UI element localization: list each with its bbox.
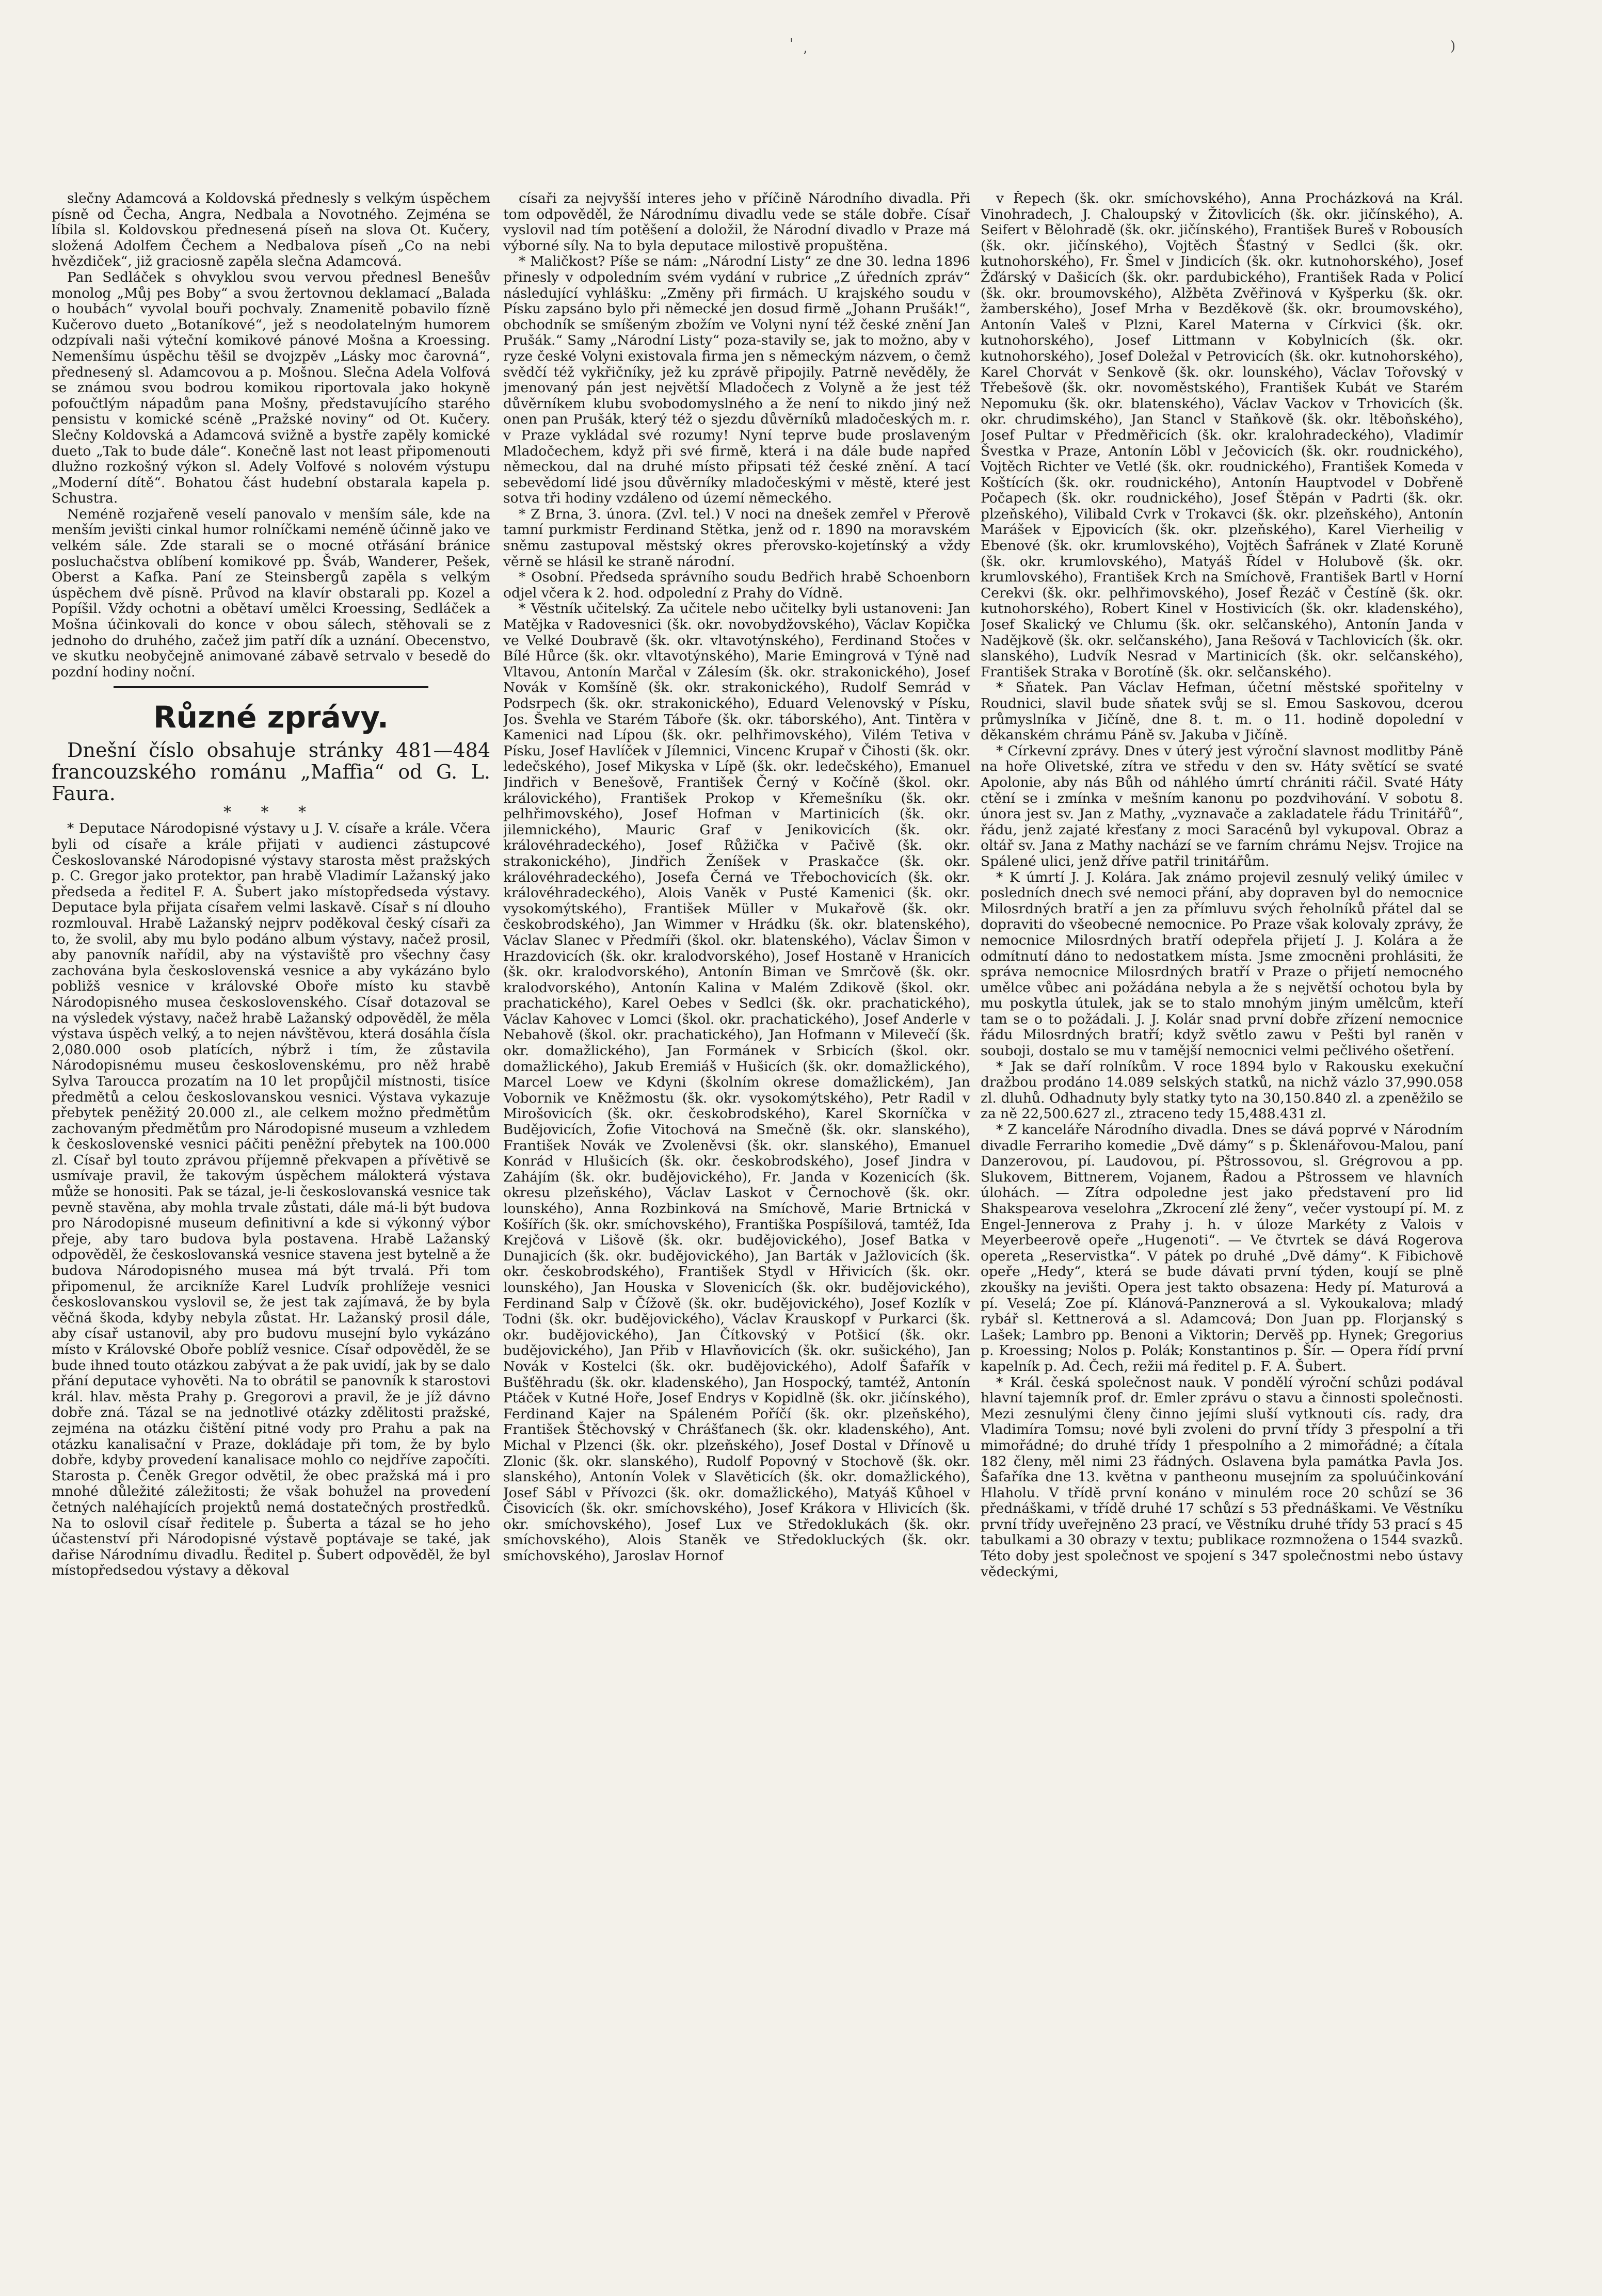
column-2	[503, 191, 970, 2275]
article-concert-report-small-hall: Neméně rozjařeně veselí panovalo v menším sále, kde na menším jevišti cinkal humor rolníčkami neméně účinně jako ve velkém sále. Zde starali se o mocné otřásání bránice posluchačstva oblíbení komikové pp. Šváb, Wanderer, Pešek, Oberst a Kafka. Paní ze Steinsbergů zapěla s velkým úspěchem dvě písně. Průvod na klavír obstarali pp. Kozel a Popíšil. Vždy ochotni a obětaví umělci Kroessing, Sedláček a Mošna účinkovali do konce v obou sálech, stěhovali se z jednoho do druhého, začež jim patří dík a uznání. Obecenstvo, ve skutku neobyčejně animované zábavě setrvalo v besedě do pozdní hodiny noční.	[52, 506, 490, 680]
article-rolnici: * Jak se daří rolníkům. V roce 1894 bylo v Rakousku exekuční dražbou prodáno 14.089 selských statků, na nichž vázlo 37,990.058 zl. dluhů. Odhadnuty byly statky tyto na 30,150.840 zl. a zpeněžilo se za ně 22,500.627 zl., ztraceno tedy 15,488.431 zl.	[981, 1058, 1463, 1122]
article-snatek: * Sňatek. Pan Václav Hefman, účetní městské spořitelny v Roudnici, slavil bude sňatek svůj se sl. Emou Saskovou, dcerou průmyslníka v Jičíně, dne 8. t. m. o 11. hodině dopolední v děkanském chrámu Páně sv. Jakuba v Jičíně.	[981, 680, 1463, 743]
article-narodni-divadlo: * Z kanceláře Národního divadla. Dnes se dává poprvé v Národním divadle Ferrariho komedie „Dvě dámy“ s p. Šklenářovou-Malou, paní Danzerovou, pí. Laudovou, pí. Pštrossovou, sl. Grégrovou a pp. Slukovem, Bittnerem, Vojanem, Řadou a Pštrossem ve hlavních úlohách. — Zítra odpoledne jest jako představení pro lid Shakspearova veselohra „Zkrocení zlé ženy“, večer vystoupí pí. M. z Engel-Jennerova z Prahy j. h. v úloze Markéty z Valois v Meyerbeerově opeře „Hugenoti“. — Ve čtvrtek se dává Rogerova opereta „Reservistka“. V pátek po druhé „Dvě dámy“. K Fibichově opeře „Hedy“, která se bude dávati první týden, koují se plně zkoušky na jevišti. Opera jest takto obsazena: Hedy pí. Maturová a pí. Veselá; Zoe pí. Klánová-Panznerová a sl. Vykoukalova; mladý rybář sl. Kettnerová a sl. Adamcová; Don Juan pp. Florjanský s Lašek; Lambro pp. Benoni a Viktorin; Dervěš pp. Hynek; Gregorius p. Kroessing; Nolos p. Polák; Konstantinos p. Šír. — Opera řídí první kapelník p. Ad. Čech, režii má ředitel p. F. A. Šubert.	[981, 1122, 1463, 1375]
article-z-brna: * Z Brna, 3. února. (Zvl. tel.) V noci na dnešek zemřel v Přerově tamní purkmistr Ferdinand Stětka, jenž od r. 1890 na moravském sněmu zastupoval městský okres přerovsko-kojetínský a vždy věrně se hlásil ke straně národní.	[503, 506, 970, 570]
article-cirkevni-zpravy: * Církevní zprávy. Dnes v úterý jest výroční slavnost modlitby Páně na hoře Olivetské, zítra ve středu v den sv. Háty světící se svaté Apolonie, aby nás Bůh od náhlého úmrtí chrániti ráčil. Svaté Háty ctění se i zmínka v mešním kanonu po pozdvihování. V sobotu 8. února jest sv. Jan z Mathy, „vyznavače a zakladatele řádu Trinitářů“, řádu, jenž zajaté křesťany z moci Saracénů byl vykupoval. Obraz a oltář sv. Jana z Mathy nachází se ve farním chrámu Nejsv. Trojice na Spálené ulici, jenž dříve patřil trinitářům.	[981, 742, 1463, 869]
lead-notice-maffia: Dnešní číslo obsahuje stránky 481—484 francouzského románu „Maffia“ od G. L. Faura.	[52, 739, 490, 805]
column-1	[52, 191, 490, 2275]
article-concert-report: slečny Adamcová a Koldovská přednesly s velkým úspěchem písně od Čecha, Angra, Nedbala a Novotného. Zejména se líbila sl. Koldovskou přednesená píseň na slova Ot. Kučery, složená Adolfem Čechem a Nedbalova píseň „Co na nebi hvězdiček“, již graciosně zapěla slečna Adamcová.	[52, 191, 490, 270]
article-deputation-cont: císaři za nejvyšší interes jeho v příčině Národního divadla. Při tom odpověděl, že Národnímu divadlu vede se stále dobře. Císař vyslovil nad tím potěšení a doložil, že Národní divadlo v Praze má výborné síly. Na to byla deputace milostivě propuštěna.	[503, 191, 970, 254]
page-mark-top-right: )	[1450, 39, 1456, 54]
article-vestnik-ucitelsky-cont: v Řepech (šk. okr. smíchovského), Anna Procházková na Král. Vinohradech, J. Chaloupský v Žitovlicích (šk. okr. jičínského), A. Seifert v Bělohradě (šk. okr. jičínského), František Bureš v Robousích (šk. okr. jičínského), Vojtěch Šťastný v Sedlci (šk. okr. kutnohorského), Fr. Šmel v Jindicích (šk. okr. kutnohorského), Josef Žďárský v Dašicích (šk. okr. pardubického), František Rada v Policí (šk. okr. broumovského), Alžběta Zvěřinová v Kyšperku (šk. okr. žamberského), Josef Mrha v Bezděkově (šk. okr. broumovského), Antonín Valeš v Plzni, Karel Materna v Církvici (šk. okr. kutnohorského), Josef Littmann v Kobylnicích (šk. okr. kutnohorského), Josef Doležal v Petrovicích (šk. okr. kutnohorského), Karel Chorvát v Senkově (šk. okr. lounského), Václav Tořovský v Třebešově (šk. okr. novoměstského), František Kubát ve Starém Nepomuku (šk. okr. blatenského), Václav Vackov v Trhovicích (šk. okr. chrudimského), Jan Stancl v Staňkově (šk. okr. ltěboňského), Josef Pultar v Předměřicích (šk. okr. kralohradeckého), Vladimír Švestka v Praze, Antonín Löbl v Ječovicích (šk. okr. roudnického), Vojtěch Richter ve Vetlé (šk. okr. roudnického), František Komeda v Koštících (šk. okr. roudnického), Antonín Hauptvodel v Dobřeně Počapech (šk. okr. roudnického), Josef Štěpán v Padrti (šk. okr. plzeňského), Vilibald Cvrk v Trokavci (šk. okr. plzeňského), Antonín Marášek v Ejpovicích (šk. okr. plzeňského), Karel Vierheilig v Ebenové (šk. okr. krumlovského), Vojtěch Šafránek v Zlaté Koruně (šk. okr. krumlovského), Matyáš Řídel v Holubově (šk. okr. krumlovského), František Krch na Smíchově, František Bartl v Horní Cerekvi (šk. okr. pelhřimovského), Josef Řezáč v Čestíně (šk. okr. kutnohorského), Robert Kinel v Hostivicích (šk. okr. kladenského), Josef Skalický ve Chlumu (šk. okr. selčanského), Antonín Janda v Nadějkově (šk. okr. selčanského), Jana Rešová v Tachlovicích (šk. okr. slanského), Ludvík Nesrad v Martinicích (šk. okr. selčanského), František Straka v Borotíně (šk. okr. selčanského).	[981, 191, 1463, 680]
column-3	[981, 191, 1463, 2275]
section-divider	[114, 686, 428, 688]
article-malickost: * Maličkost? Píše se nám: „Národní Listy“ ze dne 30. ledna 1896 přinesly v odpoledním svém vydání v rubrice „Z úředních zpráv“ následující vyhlášku: „Změny při firmách. U krajského soudu v Písku zapsáno bylo při německé jen dosud firmě „Johann Prušák!“, obchodník se smíšeným zbožím ve Volyni nyní též české znění Jan Prušák.“ Samy „Národní Listy“ poza-stavily se, jak to možno, aby v ryze české Volyni existovala firma jen s německým názvem, o čemž svědčí též vykřičníky, jež ku zprávě připojily. Patrně nevěděly, že jmenovaný pán jest největší Mladočech z Volyně a že jest též důvěrníkem klubu svobodomyslného a že není to nikdo jiný než onen pan Prušák, který též o sjezdu důvěrníků mladočeských m. r. v Praze vykládal své rozumy! Nyní teprve bude proslaveným Mladočechem, když při své firmě, která i na dále bude napřed německou, dal na druhé místo připsati též české znění. A tací sebevědomí lidé jsou důvěrníky mladočeskými v městě, které jest sotva tři hodiny vzdáleno od území německého.	[503, 253, 970, 507]
article-deputation: * Deputace Národopisné výstavy u J. V. císaře a krále. Včera byli od císaře a krále přijati v audienci zástupcové Českoslovanské Národopisné výstavy starosta měst pražských p. C. Gregor jako protektor, pan hrabě Vladimír Lažanský jako předseda a ředitel F. A. Šubert jako místopředseda výstavy. Deputace byla přijata císařem velmi laskavě. Císař s ní dlouho rozmlouval. Hrabě Lažanský nejprv poděkoval český císaři za to, že svolil, aby mu bylo podáno album výstavy, načež prosil, aby panovník nařídil, aby na výstaviště pro všechny časy zachována byla československá vesnice a aby vykázáno bylo pobližš vesnice v královské Oboře místo ku stavbě Národopisného musea československého. Císař dotazoval se na výsledek výstavy, načež hrabě Lažanský odpověděl, že měla výstava úspěch velký, a to nejen návštěvou, která dosáhla čísla 2,080.000 osob platících, nýbrž i tím, že zůstavila Národopisnému museu československému, pro něž hrabě Sylva Tarouccа prozatím na 10 let propůjčil místnosti, tisíce předmětů a celou českoslovanskou vesnici. Výstava vykazuje přebytek peněžitý 20.000 zl., ale celkem možno předmětům zachovaným předmětům pro Národopisné museum a vzhledem k československé vesnici páčiti peněžní přebytek na 100.000 zl. Císař byl touto zprávou příjemně překvapen a přívětivě se usmívaje pravil, že takovým úspěchem málokterá výstava může se honositi. Pak se tázal, je-li českoslovanská vesnice tak pevně stavěna, aby mohla trvale zůstati, dále má-li být budova pro Národopisné museum definitivní a kde si výkonný výbor přeje, aby taro budova byla postavena. Hrabě Lažanský odpověděl, že českoslovanská vesnice stavena jest bytelně a že budova Národopisného musea má být trvalá. Při tom připomenul, že arcikníže Karel Ludvík prohlížeje vesnici českoslovanskou vyslovil se, že jest tak zajímavá, že by byla věčná škoda, kdyby nebyla zůstat. Hr. Lažanský prosil dále, aby císař ustanovil, aby pro budovu musejní bylo vykázáno místo v Královské Oboře poblíž vesnice. Císař odpověděl, že se bude ihned touto otázkou zabývat a že pak uvidí, jak by se dalo přání deputace vyhověti. Na to obrátil se panovník k starostovi král. hlav. města Prahy p. Gregorovi a pravil, že je jíž dávno dobře zná. Tázal se na jednotlivé otázky zdělitosti pražské, zejména na otázku čištění pitné vody pro Prahu a pak na otázku kanalisační v Praze, dokládaje při tom, že by bylo dobře, kdyby provedení kanalisace mohlo co nejdříve započíti. Starosta p. Čeněk Gregor odvětil, že obec pražská má i pro mnohé důležité záležitosti; že však bohužel na provedení četných naléhajících projektů nemá dostatečných prostředků. Na to oslovil císař ředitele p. Šuberta a tázal se ho jeho účastenství při Národopisné výstavě poptávaje se také, jak dařise Národnímu divadlu. Ředitel p. Šubert odpověděl, že byl místopředsedou výstavy a děkoval	[52, 820, 490, 1579]
article-umrti-kolara: * K úmrtí J. J. Kolára. Jak známo projevil zesnulý veliký úmilec v posledních dnech své nemoci přání, aby dopraven byl do nemocnice Milosrdných bratří a jen za přímluvu svých řeholníků přátel dal se dopraviti do všeobecné nemocnice. Po Praze však kolovaly zprávy, že nemocnice Milosrdných bratří odepřela přijetí J. J. Kolára a že odmítnutí dáno to nedostatkem místa. Jsme zmocněni prohlásiti, že správa nemocnice Milosrdných bratří v Praze o přijetí nemocného umělce vůbec ani požádána nebyla a že s největší ochotou byla by mu poskytla útulek, jak se to stalo mnohým jiným umělcům, kteří tam se o to požádali. J. J. Kolár snad první dobře zřízení nemocnice řádu Milosrdných bratří; když světlo zawu v Pešti byl raněn v souboji, dostalo se mu v tamější nemocnici velmi pečlivého ošetření.	[981, 869, 1463, 1059]
article-spolecnost-nauk: * Král. česká společnost nauk. V pondělí výroční schůzi podával hlavní tajemník prof. dr. Emler zprávu o stavu a činnosti společnosti. Mezi zesnulými členy činno jejími sluší vytknouti cís. rady, dra Vladimíra Tomsu; nové byli zvoleni do první třídy 3 přespolní a tři mimořádné; do druhé třídy 1 přespolního a 2 mimořádné; a čítala 182 členy, měl nimi 23 řádných. Oslavena byla památka Pavla Jos. Šafaříka dne 13. května v pantheonu musejním za spoluúčinkování Hlaholu. V třídě první konáno v minulém roce 20 schůzí se 36 přednáškami, v třídě druhé 17 schůzí s 53 přednáškami. Ve Věstníku první třídy uveřejněno 23 prací, ve Věstníku druhé třídy 53 prací s 45 tabulkami a 30 obrazy v textu; publikace rozmnožena o 1544 svazků. Této doby jest společnost ve spojení s 347 společnostmi nebo ústavy vědeckými,	[981, 1374, 1463, 1580]
page-mark-top-mid: '	[790, 36, 794, 52]
article-vestnik-ucitelsky: * Věstník učitelský. Za učitele nebo učitelky byli ustanoveni: Jan Matějka v Radovesnici (šk. okr. novobydžovského), Václav Kopička ve Velké Doubravě (šk. okr. vltavotýnského), Ferdinand Stočes v Bílé Hůrce (šk. okr. vltavotýnského), Marie Emingrová v Týně nad Vltavou, Antonín Marčal v Zálesím (šk. okr. strakonického), Josef Novák v Komšíně (šk. okr. strakonického), Rudolf Semrád v Podsrpech (šk. okr. strakonického), Eduard Velenovský v Písku, Jos. Švehla ve Starém Táboře (šk. okr. táborského), Ant. Tintěra v Kamenici nad Lípou (šk. okr. pelhřimovského), Vilém Tetiva v Písku, Josef Havlíček v Jílemnici, Vincenc Krupař v Čihosti (šk. okr. ledečského), Josef Mikyska v Lípě (šk. okr. ledečského), Emanuel Jindřich v Benešově, František Černý v Kočíně (škol. okr. královického), František Prokop v Křemešníku (šk. okr. pelhřimovského), Josef Hofman v Martinicích (šk. okr. jilemnického), Mauric Graf v Jenikovicích (šk. okr. královéhradeckého), Josef Růžička v Pačivě (šk. okr. strakonického), Jindřich Ženíšek v Praskačce (šk. okr. královéhradeckého), Josefa Černá ve Třebochovicích (šk. okr. královéhradeckého), Alois Vaněk v Pusté Kamenici (šk. okr. vysokomýtského), František Müller v Mukařově (šk. okr. českobrodského), Jan Wimmer v Hrádku (šk. okr. blatenského), Václav Slanec v Předmíři (škol. okr. blatenského), Václav Šimon v Hrazdovicích (šk. okr. kralodvorského), Josef Hostaně v Hranicích (šk. okr. kralodvorského), Antonín Biman ve Smrčově (šk. okr. kralodvorského), Antonín Kalina v Malém Zdikově (škol. okr. prachatického), Karel Oebes v Sedlci (šk. okr. prachatického), Václav Kahovec v Lomci (škol. okr. prachatického), Josef Anderle v Nebahově (škol. okr. prachatického), Jan Hofmann v Milevečí (šk. okr. domažlického), Jan Formánek v Srbicích (škol. okr. domažlického), Jakub Eremiáš v Hušicích (šk. okr. domažlického), Marcel Loew ve Kdyni (školním okrese domažlickém), Jan Vobornik ve Kněžmostu (šk. okr. vysokomýtského), Petr Radil v Mirošovicích (šk. okr. českobrodského), Karel Skorníčka v Budějovicích, Žofie Vitochová na Smečně (šk. okr. slanského), František Novák ve Zvoleněvsi (šk. okr. slanského), Emanuel Konrád v Hlušicích (šk. okr. českobrodského), Josef Jindra v Zahájím (šk. okr. budějovického), Fr. Janda v Kozenicích (šk. okresu plzeňského), Václav Laskot v Černochově (šk. okr. lounského), Anna Rozbinková na Smíchově, Marie Brtnická v Košířích (šk. okr. smíchovského), Františka Pospíšilová, tamtéž, Ida Krejčová v Lišově (šk. okr. budějovického), Josef Batka v Dunajicích (šk. okr. budějovického), Jan Barták v Jažlovicích (šk. okr. českobrodského), František Stydl v Hřivicích (šk. okr. lounského), Jan Houska v Slovenicích (šk. okr. budějovického), Ferdinand Salp v Čížově (šk. okr. budějovického), Josef Kozlík v Todni (šk. okr. budějovického), Václav Krauskopf v Purkarci (šk. okr. budějovického), Jan Čítkovský v Potšicí (šk. okr. budějovického), Jan Přib v Hlavňovicích (šk. okr. sušického), Jan Novák v Kostelci (šk. okr. budějovického), Adolf Šafařík v Bušťěhradu (šk. okr. kladenského), Jan Hospocký, tamtéž, Antonín Ptáček v Kutné Hoře, Josef Endrys v Kopidlně (šk. okr. jičínského), Ferdinand Kajer na Spáleném Poříčí (šk. okr. plzeňského), František Štěchovský v Chrášťanech (šk. okr. kladenského), Ant. Michal v Plzenci (šk. okr. plzeňského), Josef Dostal v Dřínově u Zlonic (šk. okr. slanského), Rudolf Popovný v Stochově (šk. okr. slanského), Antonín Volek v Slavěticích (šk. okr. domažlického), Josef Sábl v Přívozci (šk. okr. domažlického), Matyáš Kůhoel v Čisovicích (šk. okr. smíchovského), Josef Krákora v Hlivicích (šk. okr. smíchovského), Josef Lux ve Středoklukách (šk. okr. smíchovského), Alois Staněk ve Středokluckých (šk. okr. smíchovského), Jaroslav Hornof	[503, 601, 970, 1564]
asterism-separator: * * *	[223, 803, 319, 822]
article-osobni: * Osobní. Předseda správního soudu Bedřich hrabě Schoenborn odjel včera k 2. hod. odpolední z Prahy do Vídně.	[503, 569, 970, 601]
article-concert-report-cont: Pan Sedláček s ohvyklou svou vervou přednesl Benešův monolog „Můj pes Boby“ a svou žertovnou deklamací „Balada o houbách“ vyvolal bouři pochvaly. Znamenitě pobavilo fízně Kučerovo dueto „Botaníkové“, jež s neodolatelným humorem odzpívali naši výteční komikové pánové Mošna a Kroessing. Nemenšímu úspěchu těšil se dvojzpěv „Lásky moc čarovná“, přednesený sl. Adamcovou a p. Mošnou. Slečna Adela Volfová se známou svou bodrou komikou riportovala jako hokyně pofoučtlým nápadům pana Mošny, představujícího starého pensistu v komické scéně „Pražské noviny“ od Ot. Kučery. Slečny Koldovská a Adamcová svižně a bystře zapěly komické dueto „Tak to bude dále“. Konečně last not least připomenouti dlužno rozkošný výkon sl. Adely Volfové s nolovém výstupu „Moderní dítě“. Bohatou část hudební obstarala kapela p. Schustra.	[52, 269, 490, 507]
section-heading-ruzne-zpravy: Různé zprávy.	[153, 700, 389, 735]
page-mark-top-dot: ʼ	[803, 49, 807, 64]
